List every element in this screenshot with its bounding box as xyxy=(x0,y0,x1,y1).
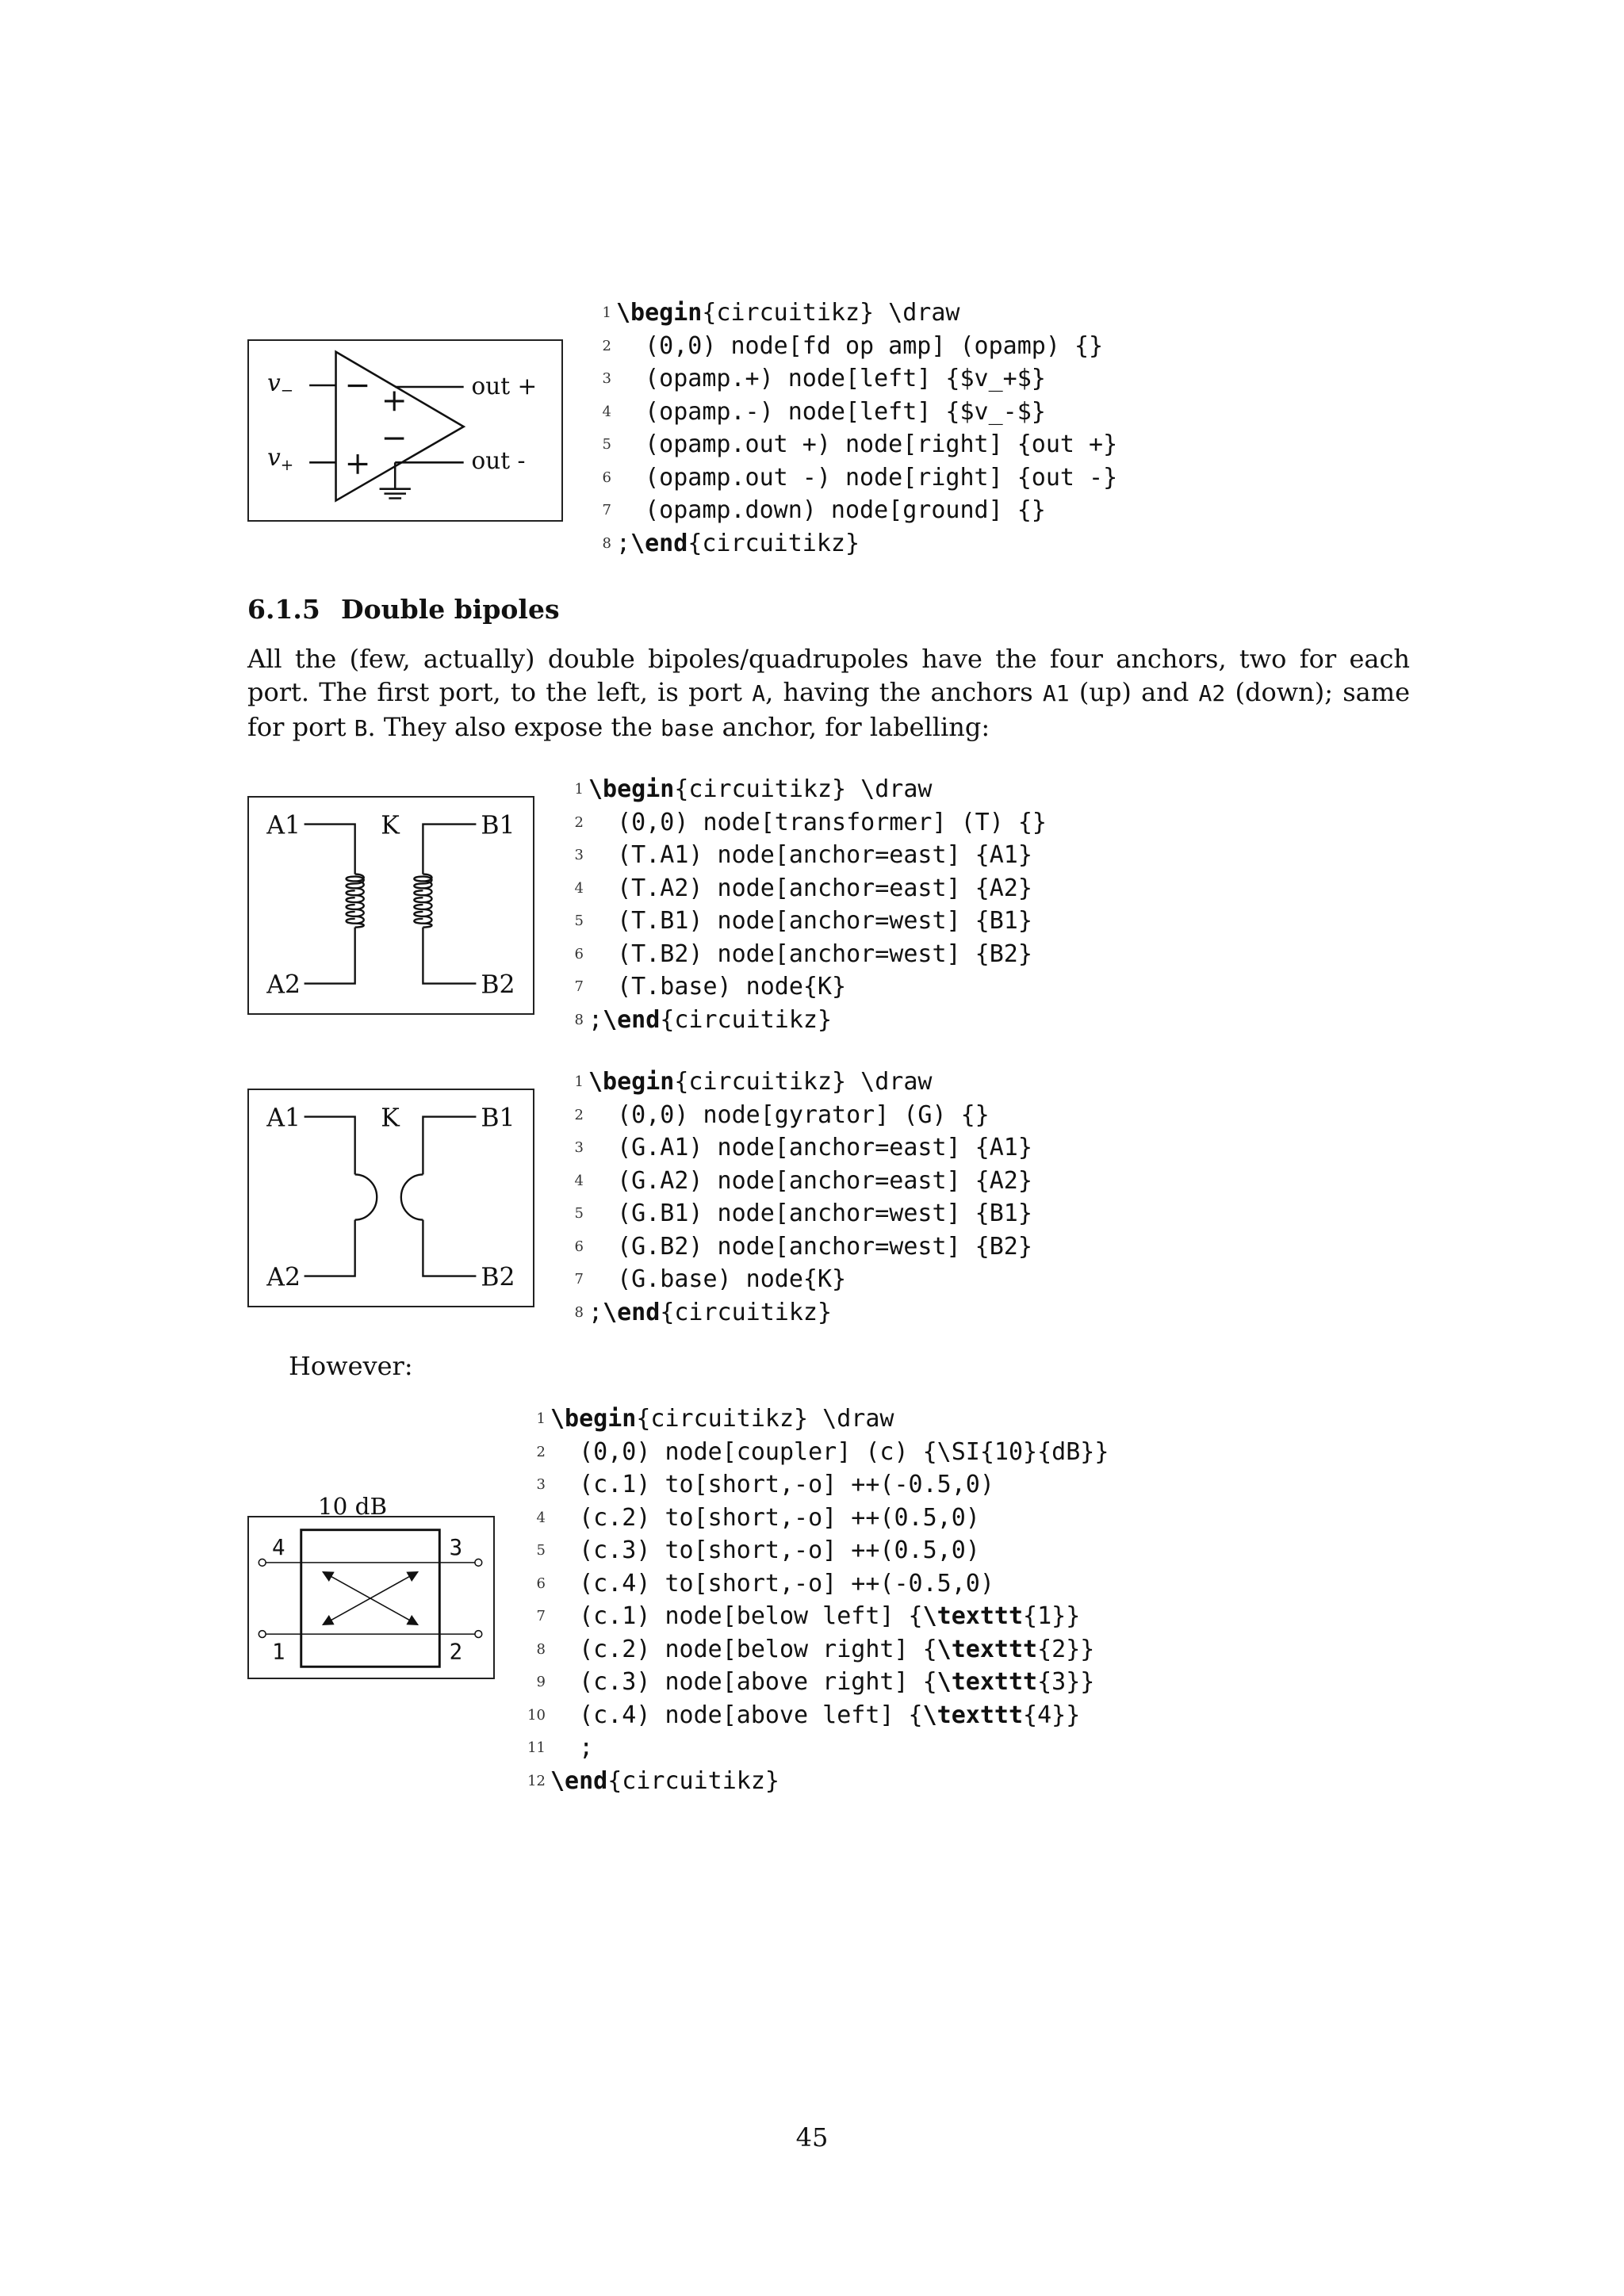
code-text: (c.2) node[below right] {\texttt{2}} xyxy=(550,1635,1095,1663)
input-minus-sign: − xyxy=(344,367,371,404)
code-line xyxy=(561,1230,1180,1264)
port-1-terminal xyxy=(259,1631,266,1638)
line-number: 6 xyxy=(574,1238,584,1255)
transformer-figure xyxy=(247,796,534,1015)
label-v-plus: $v_+$ xyxy=(267,444,294,475)
secondary-coil xyxy=(414,874,431,928)
code-text: (G.A2) node[anchor=east] {A2} xyxy=(588,1166,1032,1195)
line-number: 6 xyxy=(602,469,611,486)
paragraph-text: (down); same for port xyxy=(247,677,1411,742)
code-line xyxy=(523,1468,1174,1502)
code-text: (G.B1) node[anchor=west] {B1} xyxy=(588,1200,1032,1227)
however-text: However: xyxy=(289,1351,413,1381)
port-1-label: 1 xyxy=(272,1640,285,1665)
code-text: \begin{circuitikz} \draw xyxy=(550,1405,894,1433)
code-text: (G.base) node{K} xyxy=(588,1265,847,1293)
line-number: 6 xyxy=(536,1575,546,1592)
line-number: 3 xyxy=(574,1139,584,1156)
code-text: (T.B1) node[anchor=west] {B1} xyxy=(588,907,1032,935)
code-text: (0,0) node[gyrator] (G) {} xyxy=(588,1100,990,1129)
inline-code: A1 xyxy=(1042,680,1070,706)
line-number: 8 xyxy=(602,534,611,552)
code-line xyxy=(523,1402,1174,1436)
code-line xyxy=(523,1666,1174,1699)
gyrator-left-wires xyxy=(304,1117,355,1276)
port-3-label: 3 xyxy=(449,1536,463,1561)
port-4-label: 4 xyxy=(272,1536,285,1561)
label-a1: A1 xyxy=(266,811,301,840)
primary-coil xyxy=(347,874,364,928)
coupler-code-listing xyxy=(523,1402,1174,1797)
code-line xyxy=(523,1567,1174,1601)
line-number: 4 xyxy=(536,1509,546,1526)
code-text: (c.2) to[short,-o] ++(0.5,0) xyxy=(550,1503,980,1532)
code-line xyxy=(523,1502,1174,1535)
line-number: 6 xyxy=(574,945,584,962)
port-4-terminal xyxy=(259,1559,266,1566)
code-line xyxy=(523,1699,1174,1732)
code-text: (0,0) node[coupler] (c) {\SI{10}{dB}} xyxy=(550,1437,1109,1466)
paragraph-text: anchor, for labelling: xyxy=(714,712,990,742)
section-number: 6.1.5 xyxy=(247,594,320,625)
gyrator-left-arc xyxy=(355,1174,377,1219)
label-b1: B1 xyxy=(481,1104,515,1133)
section-title: Double bipoles xyxy=(341,594,560,625)
code-line xyxy=(561,938,1180,971)
code-text: (c.4) node[above left] {\texttt{4}} xyxy=(550,1701,1081,1729)
opamp-diagram xyxy=(249,341,561,520)
code-text: ;\end{circuitikz} xyxy=(616,529,860,557)
code-text: (c.1) to[short,-o] ++(-0.5,0) xyxy=(550,1471,994,1498)
code-line xyxy=(523,1600,1174,1633)
code-line xyxy=(589,330,1208,363)
line-number: 1 xyxy=(536,1410,546,1427)
label-out-minus: out - xyxy=(471,447,526,475)
line-number: 1 xyxy=(602,304,611,321)
line-number: 1 xyxy=(574,1073,584,1090)
port-3-terminal xyxy=(475,1559,482,1566)
line-number: 10 xyxy=(527,1706,546,1724)
label-v-minus: $v_-$ xyxy=(267,369,294,400)
code-line xyxy=(561,806,1180,840)
code-line xyxy=(589,494,1208,527)
code-text: (T.A1) node[anchor=east] {A1} xyxy=(588,841,1032,869)
code-text: ;\end{circuitikz} xyxy=(588,1298,833,1326)
code-line xyxy=(589,527,1208,561)
code-text: (c.4) to[short,-o] ++(-0.5,0) xyxy=(550,1569,994,1598)
code-text: (G.A1) node[anchor=east] {A1} xyxy=(588,1134,1032,1161)
code-text: (opamp.out +) node[right] {out +} xyxy=(616,430,1118,458)
input-plus-sign: + xyxy=(344,446,371,483)
line-number: 2 xyxy=(602,337,611,354)
line-number: 4 xyxy=(574,879,584,897)
code-line xyxy=(523,1436,1174,1469)
gyrator-right-wires xyxy=(423,1117,476,1276)
code-line xyxy=(589,428,1208,461)
code-line xyxy=(561,970,1180,1004)
line-number: 7 xyxy=(602,502,611,519)
code-line xyxy=(561,872,1180,905)
transformer-code-listing xyxy=(561,773,1180,1036)
code-line xyxy=(561,1099,1180,1132)
paragraph-text: All the (few, actually) double bipoles/quadrupoles have the four anchors, two for each port. The first port, to the left, is port xyxy=(247,644,1410,707)
output-minus-sign: − xyxy=(381,420,408,457)
code-line xyxy=(561,1263,1180,1296)
line-number: 12 xyxy=(527,1772,546,1789)
code-line xyxy=(561,1131,1180,1165)
label-a2: A2 xyxy=(266,1263,301,1292)
line-number: 8 xyxy=(574,1011,584,1028)
code-text: ;\end{circuitikz} xyxy=(588,1005,833,1034)
line-number: 2 xyxy=(574,1106,584,1123)
code-line xyxy=(561,773,1180,806)
code-text: (T.B2) node[anchor=west] {B2} xyxy=(588,939,1032,968)
coupler-diagram xyxy=(249,1493,493,1678)
code-line xyxy=(589,461,1208,495)
label-a2: A2 xyxy=(266,970,301,1000)
code-text: (opamp.out -) node[right] {out -} xyxy=(616,463,1118,492)
line-number: 2 xyxy=(536,1443,546,1460)
code-text: (opamp.+) node[left] {$v_+$} xyxy=(616,365,1046,392)
line-number: 9 xyxy=(536,1674,546,1690)
code-line xyxy=(523,1534,1174,1567)
line-number: 4 xyxy=(574,1172,584,1189)
line-number: 7 xyxy=(536,1608,546,1624)
output-plus-sign: + xyxy=(381,383,408,419)
code-line xyxy=(561,905,1180,938)
code-line xyxy=(561,1165,1180,1198)
paragraph-text: (up) and xyxy=(1069,677,1199,707)
port-2-terminal xyxy=(475,1631,482,1638)
transformer-diagram xyxy=(249,798,533,1013)
line-number: 1 xyxy=(574,781,584,798)
code-line xyxy=(561,839,1180,872)
code-line xyxy=(561,1197,1180,1230)
inline-code: base xyxy=(661,715,714,741)
line-number: 7 xyxy=(574,978,584,995)
code-line xyxy=(561,1066,1180,1099)
line-number: 8 xyxy=(574,1303,584,1321)
gain-label: 10 dB xyxy=(317,1493,388,1521)
code-text: (c.3) node[above right] {\texttt{3}} xyxy=(550,1668,1095,1696)
code-text: \begin{circuitikz} \draw xyxy=(588,775,933,803)
code-line xyxy=(589,297,1208,330)
line-number: 3 xyxy=(574,847,584,863)
line-number: 4 xyxy=(602,403,611,420)
label-b2: B2 xyxy=(481,970,515,1000)
opamp-figure xyxy=(247,339,563,522)
inline-code: A xyxy=(752,680,766,706)
code-line xyxy=(561,1004,1180,1037)
code-text: \begin{circuitikz} \draw xyxy=(616,299,960,327)
code-text: (opamp.-) node[left] {$v_-$} xyxy=(616,397,1046,426)
code-text: \begin{circuitikz} \draw xyxy=(588,1068,933,1096)
code-line xyxy=(523,1633,1174,1667)
opamp-code-listing xyxy=(589,297,1208,560)
line-number: 5 xyxy=(574,1205,584,1222)
primary-winding-wires xyxy=(304,825,355,984)
section-heading xyxy=(247,594,560,625)
code-text: (c.1) node[below left] {\texttt{1}} xyxy=(550,1602,1081,1630)
port-2-label: 2 xyxy=(449,1640,463,1665)
label-a1: A1 xyxy=(266,1104,301,1133)
line-number: 7 xyxy=(574,1271,584,1288)
gyrator-code-listing xyxy=(561,1066,1180,1329)
inline-code: B xyxy=(354,715,368,741)
code-text: (T.base) node{K} xyxy=(588,973,847,1001)
code-line xyxy=(561,1296,1180,1330)
line-number: 5 xyxy=(536,1542,546,1559)
paragraph-text: . They also expose the xyxy=(367,712,661,742)
label-k: K xyxy=(381,811,400,840)
line-number: 3 xyxy=(602,370,611,387)
page-number: 45 xyxy=(795,2122,829,2152)
code-text: (G.B2) node[anchor=west] {B2} xyxy=(588,1232,1032,1261)
gyrator-diagram xyxy=(249,1090,533,1306)
label-out-plus: out + xyxy=(471,372,538,400)
code-text: \end{circuitikz} xyxy=(550,1766,779,1795)
code-line xyxy=(589,396,1208,429)
label-b2: B2 xyxy=(481,1263,515,1292)
inline-code: A2 xyxy=(1198,680,1226,706)
code-text: (opamp.down) node[ground] {} xyxy=(616,496,1046,524)
gyrator-right-arc xyxy=(401,1174,423,1219)
code-line xyxy=(523,1732,1174,1765)
line-number: 11 xyxy=(527,1739,546,1756)
line-number: 5 xyxy=(574,913,584,929)
line-number: 5 xyxy=(602,436,611,453)
code-text: ; xyxy=(550,1734,594,1762)
section-paragraph xyxy=(247,642,1410,745)
code-line xyxy=(589,362,1208,396)
code-line xyxy=(523,1765,1174,1798)
label-k: K xyxy=(381,1104,400,1133)
line-number: 3 xyxy=(536,1476,546,1493)
line-number: 8 xyxy=(536,1640,546,1658)
code-text: (c.3) to[short,-o] ++(0.5,0) xyxy=(550,1536,980,1564)
paragraph-text: , having the anchors xyxy=(765,677,1043,707)
label-b1: B1 xyxy=(481,811,515,840)
gyrator-figure xyxy=(247,1089,534,1307)
code-text: (T.A2) node[anchor=east] {A2} xyxy=(588,874,1032,902)
line-number: 2 xyxy=(574,813,584,831)
code-text: (0,0) node[fd op amp] (opamp) {} xyxy=(616,331,1104,360)
coupler-figure xyxy=(247,1493,495,1679)
code-text: (0,0) node[transformer] (T) {} xyxy=(588,808,1047,836)
